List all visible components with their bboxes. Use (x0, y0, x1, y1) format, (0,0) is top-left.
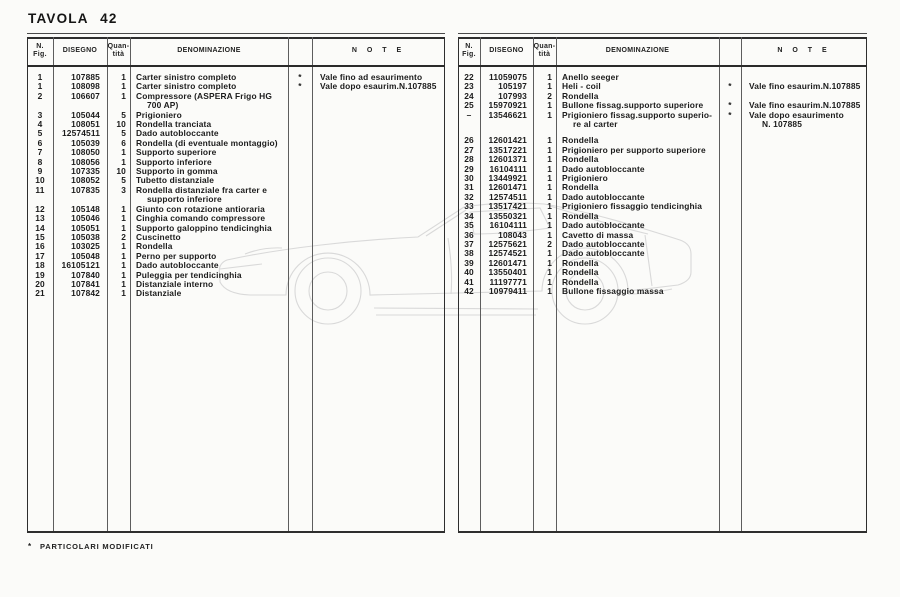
fig-number: 30 (464, 173, 474, 184)
quantity: 3 (121, 184, 126, 195)
note-text (312, 271, 445, 280)
denomination: Dado autobloccante (562, 220, 645, 231)
page-title: TAVOLA 42 (28, 11, 118, 26)
note-text (312, 148, 445, 157)
quantity: 1 (121, 213, 126, 224)
fig-number: 20 (35, 278, 45, 289)
denomination: Supporto inferiore (136, 156, 212, 167)
note-text (312, 111, 445, 120)
header-note: N O T E (777, 47, 831, 54)
denomination: Tubetto distanziale (136, 175, 215, 186)
denomination: Prigioniero fissag.supporto superio- re al carter (556, 111, 719, 130)
fig-number: 25 (464, 100, 474, 111)
modified-star (719, 259, 741, 268)
quantity: 1 (547, 276, 552, 287)
table-row (27, 186, 445, 205)
note-text (741, 212, 867, 221)
note-text (312, 261, 445, 270)
modified-star (719, 155, 741, 164)
fig-number: 36 (464, 229, 474, 240)
fig-number: 8 (37, 156, 43, 167)
denomination: Distanziale (136, 288, 182, 299)
modified-star (719, 268, 741, 277)
disegno-number: 105044 (71, 109, 100, 120)
fig-number: 4 (37, 119, 43, 130)
denomination: Anello seeger (562, 72, 619, 82)
denomination: Rondella (562, 267, 599, 278)
fig-number: 27 (464, 144, 474, 155)
denomination: Rondella (136, 241, 173, 252)
disegno-number: 12574521 (488, 248, 527, 259)
modified-star (719, 165, 741, 174)
quantity: 1 (121, 81, 126, 92)
disegno-number: 107993 (498, 90, 527, 101)
disegno-number: 108052 (71, 175, 100, 186)
modified-star (288, 148, 312, 157)
disegno-number: 108043 (498, 229, 527, 240)
note-text (741, 259, 867, 268)
fig-number: 13 (35, 213, 45, 224)
modified-star (288, 158, 312, 167)
note-text (741, 174, 867, 183)
note-text (312, 252, 445, 261)
fig-number: 40 (464, 267, 474, 278)
denomination: Distanziale interno (136, 278, 214, 289)
parts-table-left (27, 33, 445, 533)
quantity: 5 (121, 128, 126, 139)
note-text (312, 92, 445, 111)
quantity: 1 (547, 81, 552, 92)
fig-number: 1 (37, 81, 43, 92)
note-line2: N. 107885 (762, 119, 802, 130)
note-text (741, 240, 867, 249)
denomination: Dado autobloccante (136, 260, 219, 271)
disegno-number: 105051 (71, 222, 100, 233)
fig-number: 9 (37, 166, 43, 177)
disegno-number: 12601471 (488, 257, 527, 268)
fig-number: 34 (464, 210, 474, 221)
denomination: Compressore (ASPERA Frigo HG 700 AP) (130, 92, 288, 111)
modified-star (288, 289, 312, 298)
note-text (741, 268, 867, 277)
fig-number: 1 (37, 72, 43, 82)
table-top-rule (27, 33, 445, 34)
fig-number: 14 (35, 222, 45, 233)
modified-star (288, 233, 312, 242)
disegno-number: 106607 (71, 90, 100, 101)
header-fig: N. Fig. (462, 43, 476, 58)
denomination: Bullone fissaggio massa (562, 285, 664, 296)
disegno-number: 13517221 (488, 144, 527, 155)
table-row (27, 289, 445, 298)
modified-star (719, 146, 741, 155)
table-top-rule (458, 33, 867, 34)
note-text (312, 120, 445, 129)
fig-number: 22 (464, 72, 474, 82)
denomination: Rondella (562, 276, 599, 287)
modified-star (288, 176, 312, 185)
modified-star (719, 240, 741, 249)
note-text (741, 221, 867, 230)
quantity: 1 (121, 269, 126, 280)
disegno-number: 108098 (71, 81, 100, 92)
note-text (312, 129, 445, 138)
quantity: 1 (121, 156, 126, 167)
disegno-number: 12601421 (488, 135, 527, 146)
denomination: Perno per supporto (136, 250, 217, 261)
note-text (312, 233, 445, 242)
header-qty: Quan- tità (107, 43, 130, 58)
note-text (312, 224, 445, 233)
disegno-number: 105046 (71, 213, 100, 224)
fig-number: 39 (464, 257, 474, 268)
header-disegno: DISEGNO (62, 47, 98, 54)
denomination: Cinghia comando compressore (136, 213, 266, 224)
modified-star (719, 202, 741, 211)
disegno-number: 16104111 (489, 163, 527, 174)
denomination: Supporto superiore (136, 147, 217, 158)
denomination: Dado autobloccante (562, 191, 645, 202)
quantity: 1 (121, 260, 126, 271)
modified-star (719, 278, 741, 287)
fig-number: – (466, 109, 472, 120)
fig-number: 19 (35, 269, 45, 280)
quantity: 1 (547, 182, 552, 193)
modified-star (288, 271, 312, 280)
modified-star (288, 252, 312, 261)
disegno-number: 108056 (71, 156, 100, 167)
fig-number: 37 (464, 238, 474, 249)
disegno-number: 107842 (71, 288, 100, 299)
disegno-number: 12574511 (62, 128, 100, 139)
denomination: Dado autobloccante (562, 238, 645, 249)
quantity: 2 (547, 238, 552, 249)
quantity: 1 (121, 72, 126, 82)
note-text (312, 289, 445, 298)
footnote (28, 542, 154, 551)
disegno-number: 10979411 (489, 285, 527, 296)
quantity: 1 (121, 203, 126, 214)
modified-star (719, 221, 741, 230)
quantity: 2 (547, 90, 552, 101)
denomination: Rondella distanziale fra carter e supporto inferiore (130, 186, 288, 205)
fig-number: 24 (464, 90, 474, 101)
disegno-number: 105048 (71, 250, 100, 261)
quantity: 6 (121, 137, 126, 148)
modified-star (719, 136, 741, 145)
fig-number: 35 (464, 220, 474, 231)
note-text: Vale dopo esaurimento N. 107885 (741, 111, 867, 130)
fig-number: 10 (35, 175, 45, 186)
fig-number: 2 (37, 90, 43, 101)
denomination: Rondella (562, 154, 599, 165)
disegno-number: 12601371 (488, 154, 527, 165)
note-text (312, 176, 445, 185)
modified-star (288, 129, 312, 138)
modified-star (719, 249, 741, 258)
header-qty: Quan- tità (533, 43, 556, 58)
quantity: 1 (547, 201, 552, 212)
denomination-line2: supporto inferiore (147, 194, 222, 205)
denomination: Rondella (562, 210, 599, 221)
disegno-number: 108050 (71, 147, 100, 158)
disegno-number: 13546621 (488, 109, 527, 120)
note-text: Vale fino esaurim.N.107885 (749, 100, 861, 111)
denomination: Bullone fissag.supporto superiore (562, 100, 704, 111)
note-text: Vale fino esaurim.N.107885 (749, 81, 861, 92)
note-text (741, 155, 867, 164)
disegno-number: 107840 (71, 269, 100, 280)
fig-number: 7 (37, 147, 43, 158)
disegno-number: 16105121 (61, 260, 100, 271)
quantity: 1 (121, 241, 126, 252)
denomination: Prigioniero fissaggio tendicinghia (562, 201, 703, 212)
quantity: 1 (547, 163, 552, 174)
note-text (312, 158, 445, 167)
quantity: 1 (547, 257, 552, 268)
modified-star (719, 193, 741, 202)
modified-star (719, 174, 741, 183)
header-fig: N. Fig. (33, 43, 47, 58)
denomination: Cuscinetto (136, 231, 181, 242)
denomination-line2: re al carter (573, 119, 618, 130)
modified-star (719, 287, 741, 296)
fig-number: 32 (464, 191, 474, 202)
note-text (741, 231, 867, 240)
denomination: Dado autobloccante (136, 128, 219, 139)
note-text: Vale dopo esaurim.N.107885 (320, 81, 437, 92)
fig-number: 18 (35, 260, 45, 271)
note-text (312, 167, 445, 176)
note-text (312, 280, 445, 289)
disegno-number: 103025 (71, 241, 100, 252)
quantity: 5 (121, 109, 126, 120)
quantity: 1 (547, 191, 552, 202)
fig-number: 16 (35, 241, 45, 252)
quantity: 1 (547, 229, 552, 240)
denomination: Carter sinistro completo (136, 81, 237, 92)
fig-number: 28 (464, 154, 474, 165)
modified-star (288, 139, 312, 148)
fig-number: 5 (37, 128, 43, 139)
note-text (741, 278, 867, 287)
note-text (741, 165, 867, 174)
disegno-number: 11059075 (489, 72, 527, 82)
disegno-number: 11197771 (489, 276, 527, 287)
denomination: Puleggia per tendicinghia (136, 269, 242, 280)
disegno-number: 13449921 (488, 173, 527, 184)
fig-number: 11 (35, 184, 45, 195)
disegno-number: 107885 (71, 72, 100, 82)
note-text (741, 202, 867, 211)
denomination: Prigioniero (136, 109, 182, 120)
modified-star (719, 231, 741, 240)
quantity: 1 (547, 72, 552, 82)
footnote-label: PARTICOLARI MODIFICATI (40, 542, 154, 551)
denomination: Carter sinistro completo (136, 72, 237, 82)
modified-star (719, 212, 741, 221)
disegno-number: 105148 (71, 203, 100, 214)
denomination: Rondella (di eventuale montaggio) (136, 137, 278, 148)
modified-star: * (298, 72, 302, 82)
modified-star (719, 183, 741, 192)
modified-star (288, 261, 312, 270)
denomination: Giunto con rotazione antioraria (136, 203, 265, 214)
disegno-number: 15970921 (488, 100, 527, 111)
parts-table-right (458, 33, 867, 533)
denomination: Dado autobloccante (562, 163, 645, 174)
fig-number: 12 (35, 203, 45, 214)
header-disegno: DISEGNO (489, 47, 524, 54)
fig-number: 23 (464, 81, 474, 92)
disegno-number: 107841 (71, 278, 100, 289)
modified-star (288, 186, 312, 205)
denomination: Rondella tranciata (136, 119, 212, 130)
modified-star (288, 205, 312, 214)
denomination: Supporto in gomma (136, 166, 218, 177)
table-header-row (458, 37, 867, 67)
quantity: 1 (547, 285, 552, 296)
note-text (741, 193, 867, 202)
note-text (741, 136, 867, 145)
denomination-line2: 700 AP) (147, 100, 179, 111)
disegno-number: 107835 (71, 184, 100, 195)
quantity: 1 (121, 90, 126, 101)
note-text (312, 242, 445, 251)
quantity: 1 (547, 154, 552, 165)
table-row (27, 92, 445, 111)
table-row (458, 111, 867, 130)
quantity: 1 (547, 100, 552, 111)
modified-star (288, 92, 312, 111)
note-text (312, 205, 445, 214)
table-row (458, 287, 867, 296)
table-header-row (27, 37, 445, 67)
denomination: Prigioniero per supporto superiore (562, 144, 706, 155)
denomination: Cavetto di massa (562, 229, 634, 240)
denomination: Prigioniero (562, 173, 608, 184)
modified-star (288, 280, 312, 289)
quantity: 1 (547, 135, 552, 146)
note-text (312, 214, 445, 223)
disegno-number: 12574511 (489, 191, 527, 202)
note-text: Vale fino ad esaurimento (320, 72, 423, 82)
quantity: 1 (121, 288, 126, 299)
denomination: Supporto galoppino tendicinghia (136, 222, 272, 233)
note-text (741, 146, 867, 155)
quantity: 1 (121, 147, 126, 158)
quantity: 1 (547, 144, 552, 155)
note-text (312, 139, 445, 148)
disegno-number: 13550401 (488, 267, 527, 278)
modified-star (288, 120, 312, 129)
fig-number: 33 (464, 201, 474, 212)
modified-star (288, 224, 312, 233)
modified-star (288, 214, 312, 223)
disegno-number: 13517421 (488, 201, 527, 212)
table-body (27, 67, 445, 299)
modified-star (288, 167, 312, 176)
header-denominazione: DENOMINAZIONE (605, 47, 670, 54)
disegno-number: 108051 (71, 119, 100, 130)
modified-star (288, 242, 312, 251)
fig-number: 15 (35, 231, 45, 242)
disegno-number: 16104111 (489, 220, 527, 231)
disegno-number: 105197 (498, 81, 527, 92)
note-text (312, 186, 445, 205)
denomination: Rondella (562, 182, 599, 193)
asterisk-icon: * (28, 542, 32, 551)
modified-star: * (728, 81, 732, 92)
fig-number: 17 (35, 250, 45, 261)
note-text (741, 249, 867, 258)
quantity: 1 (547, 267, 552, 278)
fig-number: 6 (37, 137, 43, 148)
fig-number: 41 (464, 276, 474, 287)
fig-number: 31 (464, 182, 474, 193)
fig-number: 38 (464, 248, 474, 259)
quantity: 1 (547, 173, 552, 184)
disegno-number: 105039 (71, 137, 100, 148)
fig-number: 21 (35, 288, 45, 299)
quantity: 10 (116, 166, 126, 177)
disegno-number: 12601471 (488, 182, 527, 193)
quantity: 1 (121, 250, 126, 261)
note-text (741, 183, 867, 192)
denomination: Rondella (562, 257, 599, 268)
fig-number: 42 (464, 285, 474, 296)
quantity: 1 (121, 222, 126, 233)
quantity: 1 (547, 220, 552, 231)
disegno-number: 107335 (71, 166, 100, 177)
header-note: N O T E (351, 47, 406, 54)
modified-star: * (728, 100, 732, 111)
denomination: Heli - coil (562, 81, 601, 92)
disegno-number: 13550321 (488, 210, 527, 221)
fig-number: 3 (37, 109, 43, 120)
fig-number: 26 (464, 135, 474, 146)
header-denominazione: DENOMINAZIONE (177, 47, 241, 54)
disegno-number: 12575621 (488, 238, 527, 249)
quantity: 1 (547, 248, 552, 259)
denomination: Rondella (562, 135, 599, 146)
quantity: 5 (121, 175, 126, 186)
quantity: 10 (116, 119, 126, 130)
modified-star: * (728, 109, 732, 120)
modified-star (288, 111, 312, 120)
quantity: 1 (121, 278, 126, 289)
denomination: Dado autobloccante (562, 248, 645, 259)
disegno-number: 105038 (71, 231, 100, 242)
modified-star: * (298, 81, 302, 92)
note-text (741, 287, 867, 296)
fig-number: 29 (464, 163, 474, 174)
quantity: 1 (547, 109, 552, 120)
table-body (458, 67, 867, 296)
denomination: Rondella (562, 90, 599, 101)
quantity: 1 (547, 210, 552, 221)
quantity: 2 (121, 231, 126, 242)
